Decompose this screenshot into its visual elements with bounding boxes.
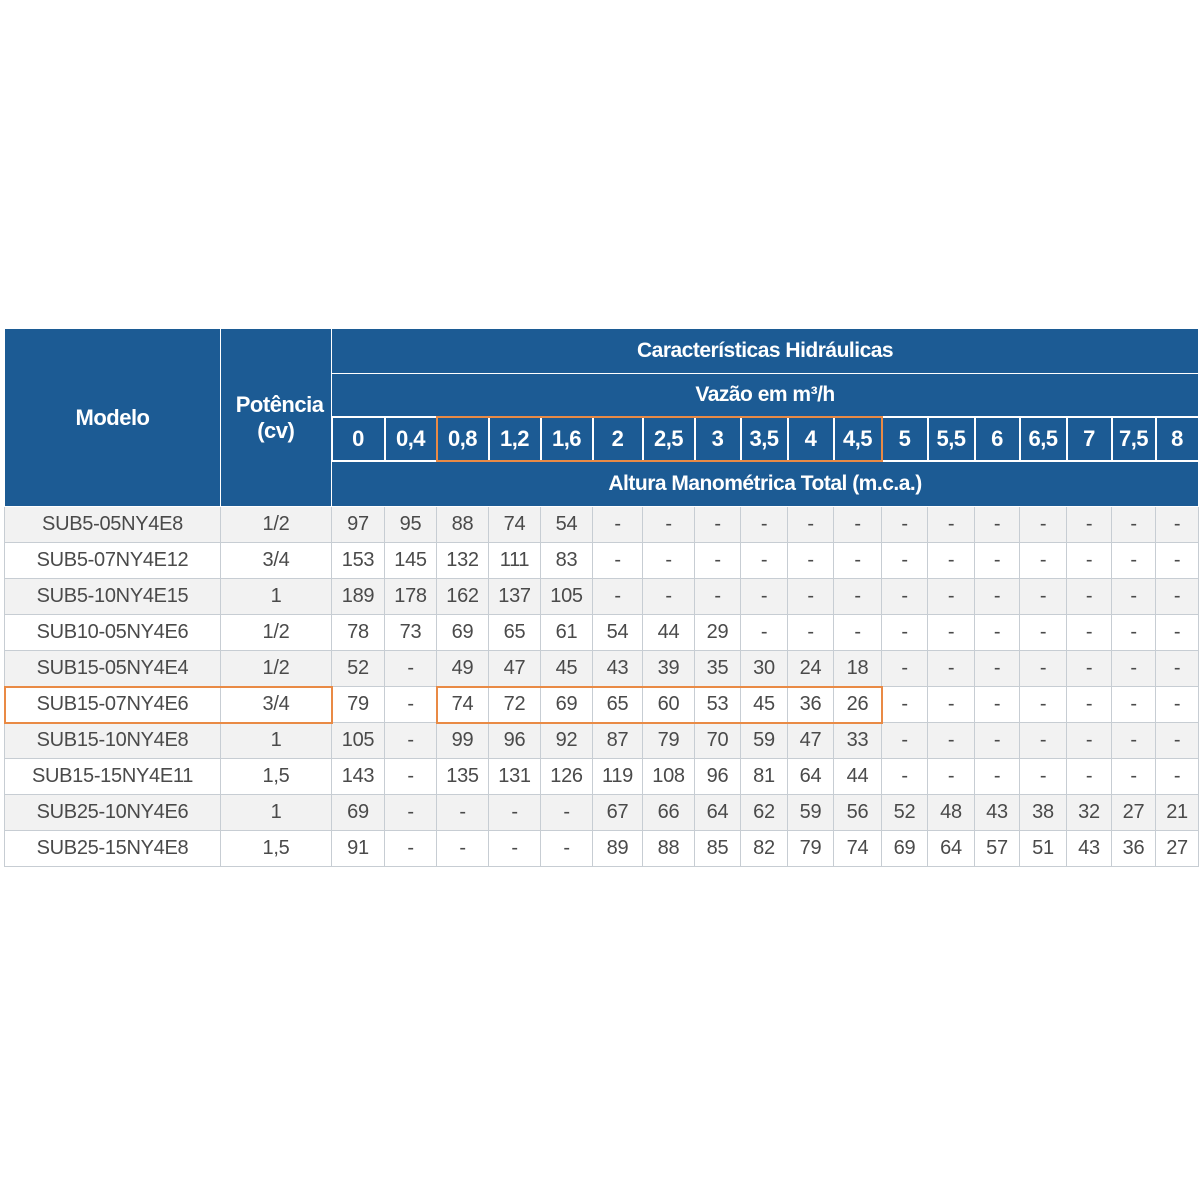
head-value-cell: - bbox=[1020, 759, 1067, 795]
head-value-cell: 29 bbox=[695, 615, 741, 651]
header-power-label: Potência (cv) bbox=[235, 391, 324, 443]
head-value-cell: - bbox=[975, 543, 1020, 579]
flow-cell: 2,5 bbox=[643, 417, 695, 461]
head-value-cell: 54 bbox=[541, 507, 593, 543]
flow-cell: 3 bbox=[695, 417, 741, 461]
head-value-cell: - bbox=[1112, 579, 1156, 615]
head-value-cell: 27 bbox=[1156, 831, 1199, 867]
head-value-cell: 65 bbox=[489, 615, 541, 651]
head-value-cell: 91 bbox=[332, 831, 385, 867]
head-value-cell: - bbox=[1112, 759, 1156, 795]
head-value-cell: - bbox=[788, 579, 834, 615]
head-value-cell: - bbox=[1112, 507, 1156, 543]
head-value-cell: 43 bbox=[975, 795, 1020, 831]
head-value-cell: - bbox=[385, 651, 437, 687]
flow-cell: 7 bbox=[1067, 417, 1112, 461]
head-value-cell: - bbox=[1067, 579, 1112, 615]
head-value-cell: 74 bbox=[437, 687, 489, 723]
head-value-cell: - bbox=[834, 507, 882, 543]
head-value-cell: 69 bbox=[882, 831, 928, 867]
table-row bbox=[5, 543, 1199, 579]
header-model: Modelo bbox=[5, 329, 221, 507]
model-cell: SUB5-05NY4E8 bbox=[5, 507, 221, 543]
header-hydraulic: Características Hidráulicas bbox=[332, 329, 1199, 374]
head-value-cell: 53 bbox=[695, 687, 741, 723]
head-value-cell: 59 bbox=[788, 795, 834, 831]
head-value-cell: - bbox=[1112, 543, 1156, 579]
model-cell: SUB15-07NY4E6 bbox=[5, 687, 221, 723]
head-value-cell: - bbox=[882, 615, 928, 651]
head-value-cell: 26 bbox=[834, 687, 882, 723]
head-value-cell: - bbox=[385, 759, 437, 795]
head-value-cell: 87 bbox=[593, 723, 643, 759]
flow-cell: 1,6 bbox=[541, 417, 593, 461]
head-value-cell: 30 bbox=[741, 651, 788, 687]
pump-spec-table-wrapper bbox=[4, 328, 1198, 867]
head-value-cell: 69 bbox=[332, 795, 385, 831]
head-value-cell: 153 bbox=[332, 543, 385, 579]
head-value-cell: 132 bbox=[437, 543, 489, 579]
head-value-cell: 137 bbox=[489, 579, 541, 615]
head-value-cell: 52 bbox=[882, 795, 928, 831]
head-value-cell: - bbox=[928, 507, 975, 543]
header-power bbox=[221, 329, 332, 507]
head-value-cell: - bbox=[882, 507, 928, 543]
head-value-cell: 92 bbox=[541, 723, 593, 759]
head-value-cell: - bbox=[593, 507, 643, 543]
head-value-cell: 74 bbox=[834, 831, 882, 867]
head-value-cell: 18 bbox=[834, 651, 882, 687]
head-value-cell: 64 bbox=[788, 759, 834, 795]
head-value-cell: 33 bbox=[834, 723, 882, 759]
head-value-cell: - bbox=[741, 615, 788, 651]
head-value-cell: 47 bbox=[489, 651, 541, 687]
head-value-cell: - bbox=[1020, 687, 1067, 723]
flow-cell: 6,5 bbox=[1020, 417, 1067, 461]
head-value-cell: 38 bbox=[1020, 795, 1067, 831]
head-value-cell: - bbox=[788, 507, 834, 543]
flow-cell: 8 bbox=[1156, 417, 1199, 461]
head-value-cell: 99 bbox=[437, 723, 489, 759]
head-value-cell: 43 bbox=[1067, 831, 1112, 867]
header-flow: Vazão em m³/h bbox=[332, 374, 1199, 418]
head-value-cell: 27 bbox=[1112, 795, 1156, 831]
head-value-cell: - bbox=[1067, 543, 1112, 579]
head-value-cell: 64 bbox=[928, 831, 975, 867]
head-value-cell: - bbox=[882, 687, 928, 723]
head-value-cell: - bbox=[882, 651, 928, 687]
head-value-cell: - bbox=[928, 759, 975, 795]
flow-cell: 5,5 bbox=[928, 417, 975, 461]
model-cell: SUB5-07NY4E12 bbox=[5, 543, 221, 579]
head-value-cell: 79 bbox=[788, 831, 834, 867]
head-value-cell: 45 bbox=[741, 687, 788, 723]
head-value-cell: 54 bbox=[593, 615, 643, 651]
head-value-cell: 85 bbox=[695, 831, 741, 867]
head-value-cell: - bbox=[1020, 615, 1067, 651]
head-value-cell: - bbox=[834, 615, 882, 651]
head-value-cell: - bbox=[1067, 759, 1112, 795]
head-value-cell: - bbox=[385, 687, 437, 723]
flow-cell: 6 bbox=[975, 417, 1020, 461]
pump-spec-table bbox=[4, 328, 1200, 867]
head-value-cell: - bbox=[741, 579, 788, 615]
table-row bbox=[5, 651, 1199, 687]
head-value-cell: - bbox=[1156, 543, 1199, 579]
head-value-cell: - bbox=[975, 723, 1020, 759]
power-cell: 3/4 bbox=[221, 543, 332, 579]
table-row bbox=[5, 723, 1199, 759]
head-value-cell: - bbox=[834, 543, 882, 579]
head-value-cell: - bbox=[975, 687, 1020, 723]
head-value-cell: 96 bbox=[489, 723, 541, 759]
head-value-cell: - bbox=[489, 831, 541, 867]
head-value-cell: - bbox=[489, 795, 541, 831]
head-value-cell: - bbox=[834, 579, 882, 615]
head-value-cell: 189 bbox=[332, 579, 385, 615]
head-value-cell: 64 bbox=[695, 795, 741, 831]
head-value-cell: 74 bbox=[489, 507, 541, 543]
head-value-cell: 48 bbox=[928, 795, 975, 831]
head-value-cell: - bbox=[1156, 507, 1199, 543]
head-value-cell: - bbox=[643, 507, 695, 543]
head-value-cell: 43 bbox=[593, 651, 643, 687]
head-value-cell: - bbox=[975, 579, 1020, 615]
model-cell: SUB15-15NY4E11 bbox=[5, 759, 221, 795]
head-value-cell: - bbox=[1156, 651, 1199, 687]
head-value-cell: 72 bbox=[489, 687, 541, 723]
head-value-cell: - bbox=[1067, 651, 1112, 687]
head-value-cell: - bbox=[882, 579, 928, 615]
head-value-cell: - bbox=[593, 543, 643, 579]
head-value-cell: 51 bbox=[1020, 831, 1067, 867]
table-row bbox=[5, 507, 1199, 543]
power-cell: 1/2 bbox=[221, 651, 332, 687]
power-cell: 1 bbox=[221, 795, 332, 831]
head-value-cell: - bbox=[1156, 759, 1199, 795]
head-value-cell: - bbox=[437, 795, 489, 831]
head-value-cell: - bbox=[1156, 723, 1199, 759]
head-value-cell: - bbox=[1067, 723, 1112, 759]
head-value-cell: 70 bbox=[695, 723, 741, 759]
head-value-cell: 143 bbox=[332, 759, 385, 795]
head-value-cell: - bbox=[882, 759, 928, 795]
header-head: Altura Manométrica Total (m.c.a.) bbox=[332, 461, 1199, 507]
head-value-cell: 105 bbox=[541, 579, 593, 615]
head-value-cell: 24 bbox=[788, 651, 834, 687]
head-value-cell: - bbox=[928, 543, 975, 579]
head-value-cell: - bbox=[643, 579, 695, 615]
head-value-cell: - bbox=[928, 651, 975, 687]
flow-cell: 0,4 bbox=[385, 417, 437, 461]
head-value-cell: 44 bbox=[834, 759, 882, 795]
power-cell: 1/2 bbox=[221, 615, 332, 651]
head-value-cell: 119 bbox=[593, 759, 643, 795]
table-row bbox=[5, 579, 1199, 615]
head-value-cell: - bbox=[975, 651, 1020, 687]
table-row bbox=[5, 615, 1199, 651]
head-value-cell: - bbox=[975, 615, 1020, 651]
head-value-cell: - bbox=[741, 507, 788, 543]
head-value-cell: - bbox=[695, 507, 741, 543]
head-value-cell: - bbox=[882, 723, 928, 759]
flow-cell: 5 bbox=[882, 417, 928, 461]
head-value-cell: 126 bbox=[541, 759, 593, 795]
head-value-cell: 61 bbox=[541, 615, 593, 651]
table-row bbox=[5, 831, 1199, 867]
head-value-cell: - bbox=[1156, 687, 1199, 723]
head-value-cell: 35 bbox=[695, 651, 741, 687]
flow-cell: 4,5 bbox=[834, 417, 882, 461]
head-value-cell: 105 bbox=[332, 723, 385, 759]
head-value-cell: 82 bbox=[741, 831, 788, 867]
head-value-cell: 111 bbox=[489, 543, 541, 579]
flow-cell: 1,2 bbox=[489, 417, 541, 461]
flow-cell: 2 bbox=[593, 417, 643, 461]
head-value-cell: 44 bbox=[643, 615, 695, 651]
head-value-cell: 36 bbox=[1112, 831, 1156, 867]
head-value-cell: - bbox=[385, 723, 437, 759]
head-value-cell: 56 bbox=[834, 795, 882, 831]
power-cell: 1 bbox=[221, 723, 332, 759]
head-value-cell: 52 bbox=[332, 651, 385, 687]
table-row bbox=[5, 759, 1199, 795]
head-value-cell: 89 bbox=[593, 831, 643, 867]
head-value-cell: - bbox=[1112, 687, 1156, 723]
head-value-cell: 95 bbox=[385, 507, 437, 543]
head-value-cell: - bbox=[1020, 651, 1067, 687]
head-value-cell: 78 bbox=[332, 615, 385, 651]
head-value-cell: 96 bbox=[695, 759, 741, 795]
head-value-cell: 131 bbox=[489, 759, 541, 795]
head-value-cell: 73 bbox=[385, 615, 437, 651]
head-value-cell: 69 bbox=[437, 615, 489, 651]
head-value-cell: 49 bbox=[437, 651, 489, 687]
head-value-cell: - bbox=[1020, 723, 1067, 759]
model-cell: SUB15-05NY4E4 bbox=[5, 651, 221, 687]
head-value-cell: 79 bbox=[643, 723, 695, 759]
table-body bbox=[5, 507, 1199, 867]
head-value-cell: - bbox=[928, 687, 975, 723]
flow-cell: 3,5 bbox=[741, 417, 788, 461]
head-value-cell: 79 bbox=[332, 687, 385, 723]
head-value-cell: - bbox=[1067, 687, 1112, 723]
table-row bbox=[5, 795, 1199, 831]
head-value-cell: 88 bbox=[643, 831, 695, 867]
head-value-cell: 45 bbox=[541, 651, 593, 687]
power-cell: 1,5 bbox=[221, 759, 332, 795]
model-cell: SUB15-10NY4E8 bbox=[5, 723, 221, 759]
head-value-cell: 60 bbox=[643, 687, 695, 723]
power-cell: 1,5 bbox=[221, 831, 332, 867]
head-value-cell: - bbox=[541, 831, 593, 867]
head-value-cell: - bbox=[928, 579, 975, 615]
head-value-cell: - bbox=[437, 831, 489, 867]
power-cell: 1/2 bbox=[221, 507, 332, 543]
table-row bbox=[5, 687, 1199, 723]
power-cell: 3/4 bbox=[221, 687, 332, 723]
head-value-cell: 62 bbox=[741, 795, 788, 831]
head-value-cell: 66 bbox=[643, 795, 695, 831]
head-value-cell: - bbox=[1112, 723, 1156, 759]
head-value-cell: - bbox=[1020, 507, 1067, 543]
head-value-cell: 67 bbox=[593, 795, 643, 831]
head-value-cell: - bbox=[541, 795, 593, 831]
head-value-cell: 39 bbox=[643, 651, 695, 687]
head-value-cell: 108 bbox=[643, 759, 695, 795]
head-value-cell: - bbox=[1156, 615, 1199, 651]
head-value-cell: - bbox=[1020, 579, 1067, 615]
head-value-cell: - bbox=[695, 579, 741, 615]
head-value-cell: - bbox=[695, 543, 741, 579]
flow-cell: 0 bbox=[332, 417, 385, 461]
head-value-cell: 162 bbox=[437, 579, 489, 615]
head-value-cell: 65 bbox=[593, 687, 643, 723]
head-value-cell: - bbox=[593, 579, 643, 615]
head-value-cell: 178 bbox=[385, 579, 437, 615]
head-value-cell: 88 bbox=[437, 507, 489, 543]
power-cell: 1 bbox=[221, 579, 332, 615]
model-cell: SUB25-15NY4E8 bbox=[5, 831, 221, 867]
head-value-cell: - bbox=[385, 795, 437, 831]
head-value-cell: - bbox=[643, 543, 695, 579]
head-value-cell: - bbox=[788, 615, 834, 651]
head-value-cell: - bbox=[385, 831, 437, 867]
head-value-cell: 83 bbox=[541, 543, 593, 579]
head-value-cell: 145 bbox=[385, 543, 437, 579]
head-value-cell: 47 bbox=[788, 723, 834, 759]
head-value-cell: 81 bbox=[741, 759, 788, 795]
head-value-cell: - bbox=[741, 543, 788, 579]
head-value-cell: - bbox=[1156, 579, 1199, 615]
head-value-cell: 59 bbox=[741, 723, 788, 759]
head-value-cell: - bbox=[1067, 615, 1112, 651]
head-value-cell: 32 bbox=[1067, 795, 1112, 831]
head-value-cell: - bbox=[975, 507, 1020, 543]
head-value-cell: 57 bbox=[975, 831, 1020, 867]
head-value-cell: 69 bbox=[541, 687, 593, 723]
model-cell: SUB10-05NY4E6 bbox=[5, 615, 221, 651]
head-value-cell: 135 bbox=[437, 759, 489, 795]
head-value-cell: - bbox=[1067, 507, 1112, 543]
head-value-cell: - bbox=[1112, 615, 1156, 651]
head-value-cell: 97 bbox=[332, 507, 385, 543]
head-value-cell: - bbox=[1020, 543, 1067, 579]
flow-cell: 0,8 bbox=[437, 417, 489, 461]
head-value-cell: 36 bbox=[788, 687, 834, 723]
model-cell: SUB25-10NY4E6 bbox=[5, 795, 221, 831]
flow-cell: 4 bbox=[788, 417, 834, 461]
head-value-cell: 21 bbox=[1156, 795, 1199, 831]
head-value-cell: - bbox=[788, 543, 834, 579]
head-value-cell: - bbox=[928, 723, 975, 759]
head-value-cell: - bbox=[975, 759, 1020, 795]
head-value-cell: - bbox=[928, 615, 975, 651]
flow-cell: 7,5 bbox=[1112, 417, 1156, 461]
model-cell: SUB5-10NY4E15 bbox=[5, 579, 221, 615]
head-value-cell: - bbox=[882, 543, 928, 579]
head-value-cell: - bbox=[1112, 651, 1156, 687]
